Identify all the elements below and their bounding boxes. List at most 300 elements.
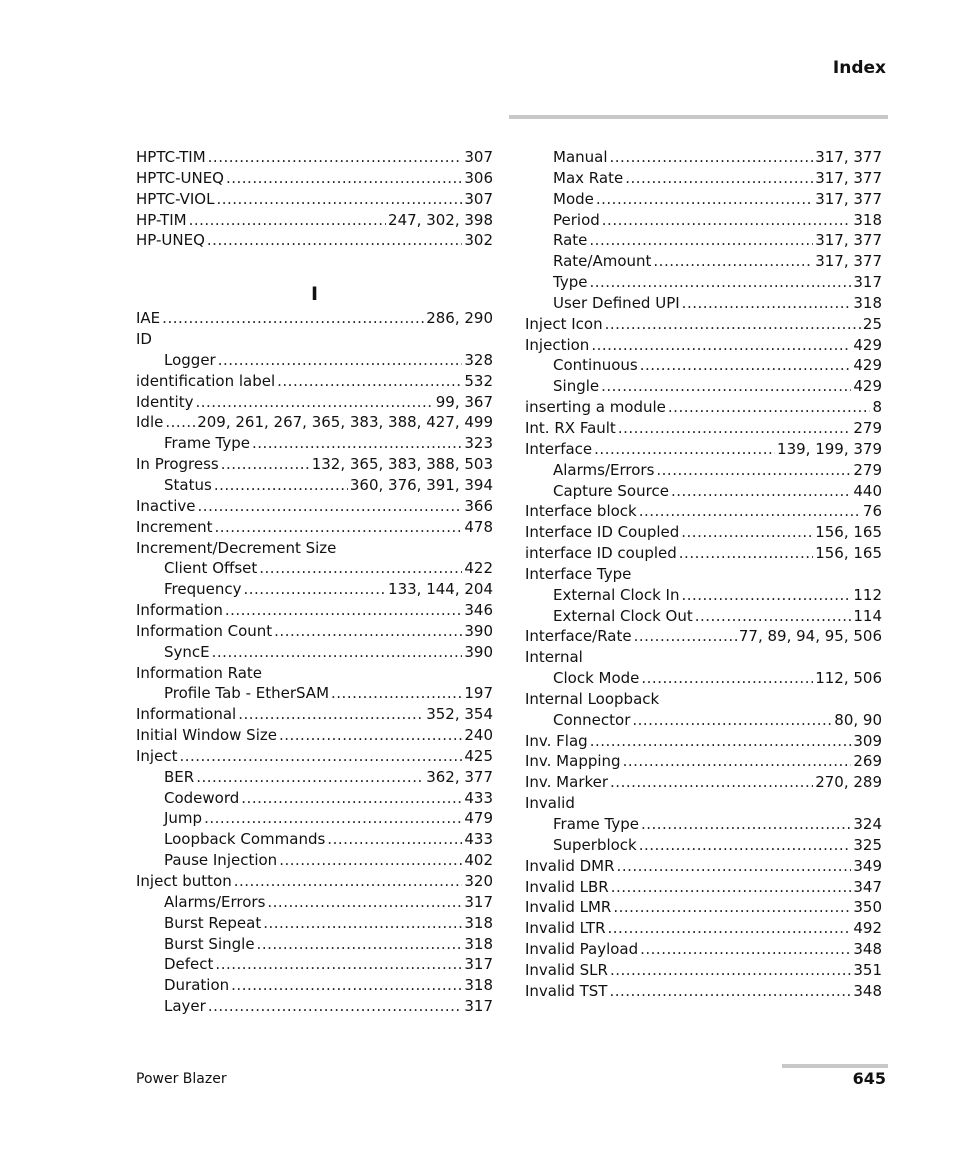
index-pages: 76 [862,502,882,521]
index-pages: 318 [464,976,493,995]
index-group-i-continued [525,147,882,1002]
index-term: Inactive [136,496,196,515]
dot-leader [196,767,424,788]
index-pages: 317, 377 [815,231,882,250]
dot-leader [653,251,813,272]
footer-product-name: Power Blazer [136,1071,227,1087]
dot-leader [179,746,462,767]
index-term: Interface Type [525,564,632,583]
index-pages: 77, 89, 94, 95, 506 [738,627,882,646]
index-pages: 317 [853,273,882,292]
index-term: HPTC-VIOL [136,189,215,208]
index-term: Idle [136,413,164,432]
index-pages: 112, 506 [815,669,882,688]
index-entry [525,564,882,585]
index-term: Inject [136,746,178,765]
index-term: Inject button [136,872,232,890]
dot-leader [639,501,861,522]
index-term: HPTC-UNEQ [136,168,224,187]
index-entry [136,517,493,538]
dot-leader [231,975,462,996]
index-subentry [525,460,882,481]
index-term: Burst Single [164,934,255,953]
index-entry [525,543,882,564]
index-subentry [525,168,882,189]
dot-leader [207,230,462,251]
index-pages: 323 [464,434,493,453]
index-pages: 317, 377 [815,168,882,187]
dot-leader [617,856,852,877]
index-term: Injection [525,335,590,354]
section-letter: I [310,283,319,306]
index-subentry [525,210,882,231]
dot-leader [277,371,462,392]
index-pages: 317 [464,997,493,1016]
dot-leader [634,626,737,647]
index-term: Increment [136,517,213,536]
dot-leader [681,585,851,606]
index-pages: 350 [853,898,882,917]
index-term: Invalid TST [525,981,608,1000]
index-term: Invalid [525,794,575,813]
dot-leader [267,892,462,913]
dot-leader [596,189,813,210]
index-entry [525,397,882,418]
index-term: Mode [553,189,594,208]
index-entry [525,439,882,460]
index-term: Invalid Payload [525,940,639,959]
index-term: Profile Tab - EtherSAM [164,684,330,703]
index-entry [525,751,882,772]
index-entry [525,939,882,960]
index-term: Duration [164,976,230,995]
dot-leader [695,606,852,627]
index-pages: 349 [853,856,882,875]
index-pages: 307 [464,148,493,166]
index-subentry [136,788,493,809]
index-subentry [136,579,493,600]
index-subentry [136,808,493,829]
index-pages: 279 [853,460,882,479]
index-term: Initial Window Size [136,726,277,745]
index-entry [136,412,493,433]
index-term: Interface block [525,502,637,521]
index-term: Manual [553,148,608,166]
dot-leader [244,579,387,600]
index-term: Superblock [553,835,637,854]
dot-leader [331,683,462,704]
index-term: Jump [164,809,203,828]
index-entry [525,897,882,918]
dot-leader [198,496,463,517]
index-pages: 286, 290 [426,309,493,328]
dot-leader [639,835,852,856]
dot-leader [252,433,462,454]
index-term: User Defined UPI [553,293,680,312]
dot-leader [611,877,852,898]
dot-leader [608,918,852,939]
index-entry [136,189,493,210]
index-term: HP-TIM [136,210,187,229]
index-column-right [525,147,882,1002]
index-term: Logger [164,350,216,369]
index-pages: 307 [464,189,493,208]
index-subentry [136,954,493,975]
index-term: Identity [136,392,194,411]
index-pages: 352, 354 [426,705,493,724]
index-pages: 429 [853,335,882,354]
index-pages: 114 [853,606,882,625]
index-subentry [525,230,882,251]
header-rule [509,115,888,119]
dot-leader [590,731,852,752]
index-term: Internal [525,648,583,667]
index-term: Codeword [164,788,240,807]
dot-leader [279,850,462,871]
dot-leader [618,418,852,439]
index-pages: 306 [464,168,493,187]
index-pages: 139, 199, 379 [777,439,882,458]
dot-leader [632,710,832,731]
index-term: HPTC-TIM [136,148,206,166]
index-pages: 328 [464,350,493,369]
dot-leader [189,210,386,231]
index-term: Clock Mode [553,669,640,688]
index-entry [525,772,882,793]
dot-leader [208,147,463,168]
index-pages: 351 [853,960,882,979]
index-pages: 156, 165 [815,544,882,563]
index-subentry [136,350,493,371]
dot-leader [641,814,851,835]
index-entry [525,856,882,877]
dot-leader [263,913,462,934]
index-term: Alarms/Errors [164,892,266,911]
index-subentry [136,850,493,871]
index-pages: 429 [853,377,882,396]
index-term: Frequency [164,580,242,599]
index-entry [136,147,493,168]
index-term: Max Rate [553,168,624,187]
dot-leader [215,954,462,975]
index-term: External Clock Out [553,606,693,625]
dot-leader [259,558,462,579]
index-pages: 247, 302, 398 [388,210,493,229]
index-pages: 348 [853,981,882,1000]
index-subentry [136,913,493,934]
index-subentry [136,996,493,1017]
index-pages: 132, 365, 383, 388, 503 [311,455,493,474]
index-entry [525,418,882,439]
index-term: Inv. Flag [525,731,588,750]
index-pages: 346 [464,601,493,620]
index-pages: 317, 377 [815,252,882,271]
dot-leader [196,392,434,413]
dot-leader [605,314,861,335]
index-term: Invalid LTR [525,919,606,938]
index-pages: 270, 289 [815,773,882,792]
index-term: Invalid LMR [525,898,612,917]
index-pages: 209, 261, 267, 365, 383, 388, 427, 499 [197,413,493,432]
index-term: Internal Loopback [525,689,660,708]
index-subentry [136,934,493,955]
index-pages: 425 [464,746,493,765]
index-term: Inv. Marker [525,773,609,792]
section-gap [136,251,493,280]
dot-leader [589,230,813,251]
dot-leader [613,897,851,918]
index-entry [136,746,493,767]
index-pages: 390 [464,642,493,661]
index-entry [136,663,493,684]
index-subentry [525,668,882,689]
index-pages: 532 [464,371,493,390]
index-entry [525,626,882,647]
index-subentry [525,376,882,397]
dot-leader [238,704,424,725]
index-term: Defect [164,955,214,974]
index-term: Connector [553,710,631,729]
index-subentry [136,558,493,579]
index-term: Information Count [136,621,273,640]
index-entry [136,392,493,413]
index-term: inserting a module [525,398,666,417]
index-pages: 390 [464,621,493,640]
index-entry [136,600,493,621]
index-entry [136,210,493,231]
index-term: Status [164,475,212,494]
index-term: HP-UNEQ [136,231,205,250]
index-subentry [136,475,493,496]
index-entry [136,621,493,642]
index-pages: 492 [853,919,882,938]
dot-leader [221,454,310,475]
index-pages: 80, 90 [834,710,882,729]
index-subentry [136,642,493,663]
index-term: Interface [525,439,593,458]
dot-leader [602,210,852,231]
dot-leader [610,147,814,168]
dot-leader [623,751,852,772]
index-subentry [525,606,882,627]
dot-leader [594,439,775,460]
dot-leader [589,272,851,293]
dot-leader [214,517,462,538]
index-pages: 318 [853,210,882,229]
index-subentry [525,585,882,606]
dot-leader [641,668,813,689]
index-group-i [136,308,493,1017]
index-term: Information Rate [136,663,262,682]
index-entry [525,522,882,543]
index-pages: 197 [464,684,493,703]
index-subentry [136,829,493,850]
dot-leader [165,412,195,433]
index-pages: 429 [853,356,882,375]
index-entry [525,918,882,939]
index-term: Inv. Mapping [525,752,621,771]
index-entry [136,168,493,189]
footer-rule [782,1064,888,1068]
index-entry [136,329,493,350]
dot-leader [610,960,851,981]
index-entry [525,501,882,522]
dot-leader [327,829,462,850]
index-subentry [525,293,882,314]
index-subentry [136,892,493,913]
index-pages: 348 [853,940,882,959]
index-pages: 317, 377 [815,189,882,208]
index-pages: 318 [464,913,493,932]
dot-leader [226,168,462,189]
dot-leader [601,376,851,397]
index-subentry [525,251,882,272]
index-pages: 366 [464,496,493,515]
index-pages: 8 [872,398,882,417]
index-pages: 440 [853,481,882,500]
index-pages: 99, 367 [435,392,493,411]
index-term: interface ID coupled [525,544,677,563]
index-term: ID [136,330,152,349]
index-subentry [525,355,882,376]
dot-leader [671,481,851,502]
index-pages: 133, 144, 204 [388,580,493,599]
index-entry [136,871,493,892]
index-group-h [136,147,493,251]
dot-leader [214,475,348,496]
dot-leader [212,642,463,663]
index-term: Invalid LBR [525,877,609,896]
index-term: Informational [136,705,237,724]
dot-leader [640,939,851,960]
index-subentry [136,975,493,996]
index-entry [136,496,493,517]
index-term: Interface ID Coupled [525,523,680,542]
index-term: Layer [164,997,206,1016]
dot-leader [679,543,813,564]
index-term: In Progress [136,455,219,474]
index-pages: 360, 376, 391, 394 [349,475,493,494]
page-header-title: Index [832,58,886,78]
dot-leader [625,168,813,189]
dot-leader [591,335,851,356]
dot-leader [279,725,462,746]
index-subentry [136,767,493,788]
index-subentry [525,272,882,293]
index-pages: 309 [853,731,882,750]
index-term: Loopback Commands [164,830,326,849]
dot-leader [640,355,852,376]
index-pages: 325 [853,835,882,854]
index-pages: 317 [464,892,493,911]
dot-leader [208,996,463,1017]
index-term: Type [553,273,588,292]
index-subentry [525,147,882,168]
index-term: Rate/Amount [553,252,652,271]
dot-leader [681,522,813,543]
index-entry [525,877,882,898]
index-pages: 433 [464,788,493,807]
index-pages: 479 [464,809,493,828]
dot-leader [162,308,424,329]
index-term: Single [553,377,600,396]
index-pages: 324 [853,815,882,833]
index-term: SyncE [164,642,210,661]
index-pages: 478 [464,517,493,536]
index-entry [136,725,493,746]
index-entry [525,335,882,356]
index-term: Alarms/Errors [553,460,655,479]
index-term: Pause Injection [164,851,278,870]
index-term: Frame Type [553,815,639,833]
index-entry [136,308,493,329]
index-pages: 25 [862,314,882,333]
index-entry [136,371,493,392]
index-entry [136,704,493,725]
index-entry [136,454,493,475]
index-pages: 240 [464,726,493,745]
dot-leader [274,621,462,642]
dot-leader [218,350,463,371]
index-term: identification label [136,371,276,390]
index-pages: 347 [853,877,882,896]
dot-leader [204,808,462,829]
index-entry [525,981,882,1002]
index-pages: 318 [464,934,493,953]
dot-leader [216,189,462,210]
index-pages: 422 [464,559,493,578]
index-entry [525,689,882,710]
index-entry [136,538,493,559]
index-pages: 317 [464,955,493,974]
index-pages: 402 [464,851,493,870]
index-term: Int. RX Fault [525,418,616,437]
index-term: Period [553,210,600,229]
footer-page-number: 645 [852,1069,886,1088]
index-entry [525,314,882,335]
dot-leader [682,293,852,314]
index-subentry [525,814,882,835]
dot-leader [656,460,851,481]
dot-leader [234,871,463,892]
index-term: Client Offset [164,559,258,578]
index-pages: 112 [853,585,882,604]
index-term: BER [164,767,195,786]
dot-leader [241,788,462,809]
index-pages: 302 [464,231,493,250]
index-term: Invalid DMR [525,856,615,875]
index-pages: 362, 377 [426,767,493,786]
dot-leader [668,397,871,418]
index-entry [525,647,882,668]
index-entry [525,793,882,814]
index-subentry [136,683,493,704]
index-term: External Clock In [553,585,680,604]
index-entry [525,731,882,752]
index-subentry [136,433,493,454]
index-subentry [525,710,882,731]
index-pages: 269 [853,752,882,771]
index-subentry [525,189,882,210]
index-term: Interface/Rate [525,627,632,646]
index-pages: 320 [464,872,493,890]
index-column-left [136,147,493,1017]
index-subentry [525,835,882,856]
index-pages: 433 [464,830,493,849]
index-pages: 156, 165 [815,523,882,542]
index-term: Information [136,601,223,620]
index-term: Continuous [553,356,638,375]
